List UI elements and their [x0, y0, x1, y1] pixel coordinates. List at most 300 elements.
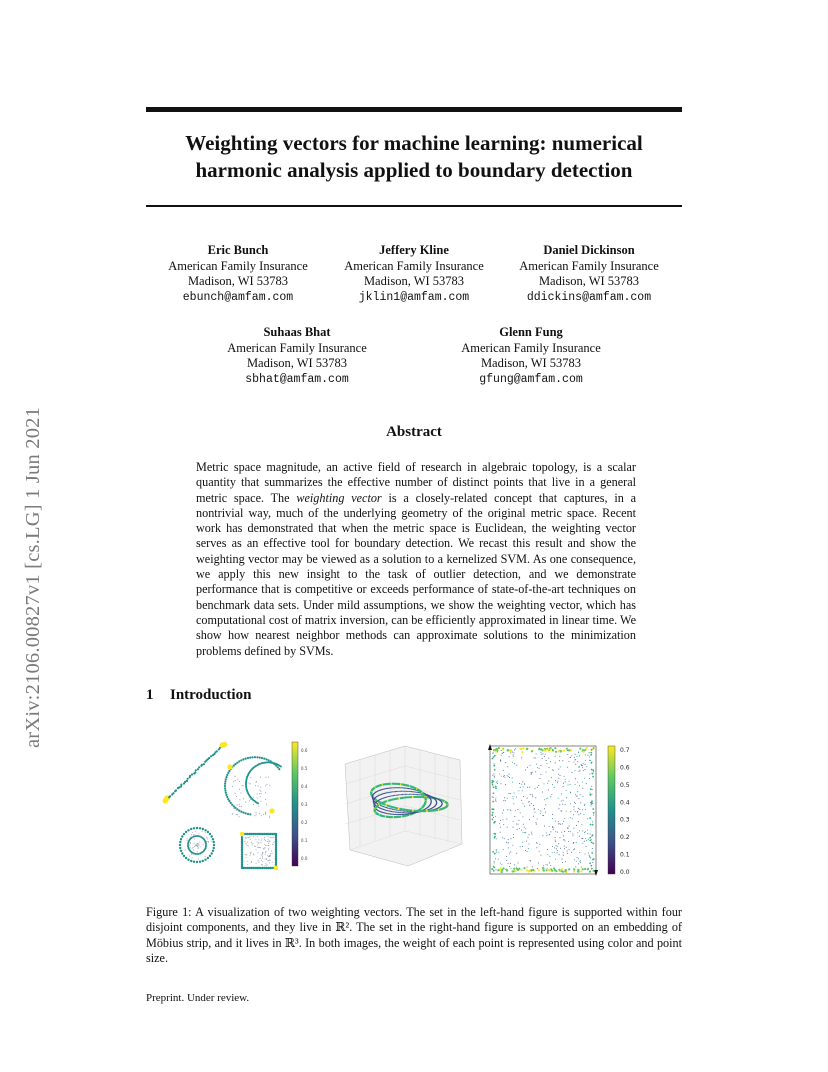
data-point: [520, 748, 522, 750]
data-point: [549, 862, 550, 863]
data-point: [555, 831, 556, 832]
data-point: [513, 754, 514, 755]
data-point: [494, 755, 496, 757]
mobius-point: [393, 811, 394, 812]
data-point: [578, 858, 579, 859]
data-point: [492, 812, 494, 814]
data-point: [541, 765, 542, 766]
data-point: [527, 851, 528, 852]
data-point: [535, 797, 536, 798]
data-point: [501, 864, 502, 865]
data-point: [259, 813, 260, 814]
mobius-point: [407, 813, 408, 814]
data-point: [270, 853, 271, 854]
data-point: [258, 852, 259, 853]
data-point: [266, 858, 267, 859]
data-point: [554, 852, 555, 853]
data-point: [528, 848, 529, 849]
data-point: [517, 809, 518, 810]
data-point: [563, 855, 564, 856]
data-point: [522, 747, 524, 749]
data-point: [566, 811, 567, 812]
mobius-point: [387, 807, 388, 808]
data-point: [540, 748, 542, 750]
data-point: [538, 785, 539, 786]
data-point: [537, 843, 538, 844]
data-point: [259, 847, 260, 848]
colorbar-tick-label: 0.0: [301, 856, 308, 861]
data-point: [567, 853, 568, 854]
data-point: [503, 770, 504, 771]
data-point: [249, 783, 250, 784]
data-point: [256, 849, 257, 850]
data-point: [252, 845, 253, 846]
mobius-point: [403, 791, 404, 792]
data-point: [273, 763, 275, 765]
data-point: [193, 850, 194, 851]
figure-caption: [146, 905, 682, 966]
data-point: [560, 775, 561, 776]
data-point: [265, 792, 266, 793]
data-point: [211, 835, 213, 837]
data-point: [192, 857, 193, 858]
data-point: [546, 760, 547, 761]
plot-frame: [490, 746, 596, 874]
data-point: [567, 767, 568, 768]
data-point: [254, 756, 256, 758]
data-point: [250, 839, 251, 840]
data-point: [526, 841, 527, 842]
caption-math: ℝ³: [284, 935, 299, 950]
data-point: [256, 863, 257, 864]
data-point: [190, 842, 191, 843]
data-point: [271, 851, 272, 852]
data-point: [496, 782, 497, 783]
data-point: [501, 783, 502, 784]
data-point: [259, 757, 261, 759]
data-point: [561, 868, 563, 870]
data-point: [180, 850, 182, 852]
mobius-point: [402, 787, 403, 788]
data-point: [570, 749, 572, 751]
data-point: [587, 830, 588, 831]
data-point: [280, 766, 282, 768]
mobius-point: [417, 792, 418, 793]
data-point: [181, 852, 183, 854]
author-name: Suhaas Bhat: [263, 325, 331, 339]
data-point: [493, 866, 494, 867]
mobius-point: [394, 791, 395, 792]
data-point: [563, 786, 564, 787]
mobius-point: [391, 811, 392, 812]
data-point: [589, 837, 591, 839]
data-point: [268, 759, 270, 761]
colorbar-tick-label: 0.4: [620, 799, 630, 807]
mobius-point: [403, 810, 404, 811]
data-point: [575, 764, 576, 765]
data-point: [591, 806, 592, 807]
data-point: [510, 752, 511, 753]
data-point: [570, 831, 571, 832]
data-point: [495, 751, 497, 753]
data-point: [555, 840, 556, 841]
data-point: [556, 845, 557, 846]
data-point: [590, 824, 592, 826]
data-point: [265, 840, 266, 841]
data-point: [245, 837, 246, 838]
data-point: [236, 814, 237, 815]
mobius-point: [402, 791, 403, 792]
data-point: [589, 856, 590, 857]
data-point: [516, 824, 517, 825]
data-point: [571, 772, 572, 773]
colorbar-tick-label: 0.6: [620, 764, 630, 772]
data-point: [225, 794, 227, 796]
data-point: [509, 777, 510, 778]
data-point: [523, 796, 524, 797]
data-point: [510, 851, 511, 852]
data-point: [265, 847, 266, 848]
data-point: [572, 833, 573, 834]
data-point: [491, 782, 493, 784]
data-point: [548, 758, 549, 759]
data-point: [523, 832, 524, 833]
data-point: [564, 818, 565, 819]
mobius-point: [400, 810, 401, 811]
data-point: [528, 870, 530, 872]
data-point: [202, 828, 204, 830]
data-point: [494, 853, 496, 855]
author-address: Madison, WI 53783: [480, 356, 582, 370]
data-point: [493, 808, 495, 810]
mobius-point: [405, 791, 406, 792]
data-point: [199, 827, 201, 829]
mobius-point: [405, 794, 406, 795]
data-point: [592, 824, 594, 826]
mobius-point: [398, 794, 399, 795]
data-point: [199, 845, 200, 846]
mobius-point: [389, 810, 390, 811]
data-point: [592, 848, 593, 849]
mobius-point: [385, 793, 386, 794]
data-point: [579, 798, 580, 799]
data-point: [513, 798, 514, 799]
data-point: [560, 766, 561, 767]
data-point: [563, 783, 564, 784]
mobius-point: [386, 807, 387, 808]
data-point: [190, 847, 191, 848]
data-point: [593, 812, 595, 814]
data-point: [582, 751, 584, 753]
data-point: [538, 869, 540, 871]
data-point: [513, 827, 514, 828]
data-point: [224, 787, 226, 789]
data-point: [580, 813, 581, 814]
data-point: [493, 765, 495, 767]
data-point: [202, 860, 204, 862]
data-point: [544, 799, 545, 800]
data-point: [263, 814, 264, 815]
data-point: [268, 839, 269, 840]
mobius-point: [392, 809, 393, 810]
data-point: [570, 817, 571, 818]
data-point: [190, 837, 191, 838]
data-point: [584, 832, 585, 833]
data-point: [512, 762, 513, 763]
data-point: [198, 858, 199, 859]
data-point: [234, 763, 236, 765]
data-point: [512, 870, 514, 872]
data-point: [578, 808, 579, 809]
data-point: [258, 847, 259, 848]
data-point: [590, 793, 591, 794]
data-point: [180, 784, 182, 786]
mobius-point: [397, 810, 398, 811]
data-point: [523, 786, 524, 787]
arxiv-identifier: arXiv:2106.00827v1 [cs.LG] 1 Jun 2021: [22, 406, 44, 748]
data-point: [564, 848, 565, 849]
data-point: [233, 805, 235, 807]
mobius-point: [400, 791, 401, 792]
data-point: [577, 782, 578, 783]
data-point: [558, 798, 559, 799]
data-point: [505, 777, 506, 778]
data-point: [269, 840, 270, 841]
data-point: [224, 783, 226, 785]
data-point: [582, 838, 583, 839]
data-point: [255, 839, 256, 840]
data-point: [561, 801, 562, 802]
data-point: [541, 754, 542, 755]
data-point: [492, 796, 493, 797]
data-point: [496, 801, 497, 802]
author-email: sbhat@amfam.com: [245, 372, 349, 386]
mobius-point: [387, 810, 388, 811]
data-point: [578, 814, 579, 815]
data-point: [254, 855, 255, 856]
data-point: [494, 836, 496, 838]
data-point: [588, 839, 589, 840]
data-point: [187, 778, 189, 780]
data-point: [499, 823, 500, 824]
mobius-point: [401, 814, 402, 815]
data-point: [592, 862, 593, 863]
data-point: [198, 847, 199, 848]
data-point: [527, 867, 528, 868]
data-point: [576, 796, 577, 797]
data-point: [265, 865, 266, 866]
data-point: [568, 868, 570, 870]
data-point: [531, 834, 532, 835]
data-point: [540, 811, 541, 812]
mobius-point: [410, 794, 411, 795]
data-point: [524, 806, 525, 807]
mobius-point: [404, 811, 405, 812]
data-point: [543, 749, 545, 751]
data-point: [235, 793, 236, 794]
data-point: [577, 761, 578, 762]
data-point: [267, 841, 268, 842]
data-point: [574, 762, 575, 763]
data-point: [557, 782, 558, 783]
data-point: [573, 868, 575, 870]
data-point: [197, 846, 198, 847]
data-point: [525, 769, 526, 770]
data-point: [576, 842, 577, 843]
data-point: [210, 755, 212, 757]
data-point: [506, 819, 507, 820]
mobius-point: [407, 794, 408, 795]
data-point: [583, 814, 584, 815]
data-point: [239, 799, 240, 800]
mobius-point: [409, 794, 410, 795]
data-point: [568, 831, 569, 832]
data-point: [538, 809, 539, 810]
data-point: [568, 761, 569, 762]
data-point: [516, 765, 517, 766]
data-point: [580, 802, 581, 803]
data-point: [253, 797, 254, 798]
data-point: [575, 803, 576, 804]
data-point: [549, 856, 550, 857]
data-point: [557, 781, 558, 782]
data-point: [507, 766, 508, 767]
data-point: [189, 775, 191, 777]
data-point: [585, 760, 586, 761]
data-point: [504, 775, 505, 776]
data-point: [222, 742, 228, 748]
data-point: [520, 869, 522, 871]
mobius-point: [403, 812, 404, 813]
right-scatter-panel: [488, 744, 598, 876]
data-point: [528, 837, 529, 838]
data-point: [207, 831, 209, 833]
data-point: [542, 835, 543, 836]
data-point: [268, 843, 269, 844]
data-point: [189, 856, 190, 857]
data-point: [248, 837, 249, 838]
data-point: [547, 783, 548, 784]
mobius-point: [393, 809, 394, 810]
mobius-point: [445, 806, 447, 808]
mobius-point: [414, 791, 415, 792]
data-point: [522, 842, 523, 843]
colorbar-tick-label: 0.2: [620, 834, 630, 842]
paper-title: Weighting vectors for machine learning: numerical harmonic analysis applied to boundary detection: [185, 131, 643, 182]
data-point: [564, 831, 565, 832]
data-point: [531, 803, 532, 804]
data-point: [268, 856, 269, 857]
data-point: [197, 768, 199, 770]
data-point: [244, 861, 245, 862]
data-point: [591, 800, 593, 802]
author-email: gfung@amfam.com: [479, 372, 583, 386]
mobius-point: [396, 791, 397, 792]
data-point: [592, 821, 593, 822]
data-point: [544, 826, 545, 827]
data-point: [530, 794, 531, 795]
data-point: [250, 852, 251, 853]
data-point: [195, 769, 197, 771]
data-point: [269, 808, 274, 813]
data-point: [536, 847, 537, 848]
data-point: [181, 835, 183, 837]
data-point: [265, 814, 266, 815]
data-point: [564, 776, 565, 777]
colorbar-gradient: [292, 742, 298, 866]
mobius-point: [417, 794, 418, 795]
data-point: [591, 762, 593, 764]
data-point: [590, 752, 592, 754]
data-point: [565, 804, 566, 805]
data-point: [532, 796, 533, 797]
data-point: [503, 824, 504, 825]
data-point: [529, 805, 530, 806]
mobius-point: [388, 810, 389, 811]
mobius-point: [398, 814, 399, 815]
data-point: [260, 858, 261, 859]
data-point: [206, 837, 207, 838]
data-point: [571, 755, 572, 756]
data-point: [183, 833, 185, 835]
data-point: [545, 812, 546, 813]
data-point: [187, 838, 188, 839]
data-point: [588, 853, 589, 854]
data-point: [560, 848, 561, 849]
colorbar-ticks: [301, 748, 308, 861]
abstract-part: Metric space magnitude, an active field of research in algebraic topology, is a scalar quantity that summarizes the effective number of distinct points that live in a general metric space. The: [196, 460, 636, 505]
data-point: [265, 812, 266, 813]
data-point: [569, 849, 570, 850]
data-point: [203, 763, 205, 765]
data-point: [553, 829, 554, 830]
data-point: [521, 800, 522, 801]
mobius-point: [404, 787, 405, 788]
data-point: [266, 865, 267, 866]
data-point: [566, 797, 567, 798]
data-point: [554, 787, 555, 788]
data-point: [201, 764, 203, 766]
data-point: [504, 797, 505, 798]
data-point: [555, 756, 556, 757]
data-point: [245, 854, 246, 855]
data-point: [579, 836, 580, 837]
data-point: [493, 756, 495, 758]
mobius-point: [388, 813, 389, 814]
abstract-part: is a closely-related concept that captures, in a nontrivial way, much of the underlying geometry of the original metric space. Recent work has demonstrated that when the metric space is Euclidean, the weighting vector serves as an effective tool for boundary detection. We recast this result and show the weighting vector may be viewed as a solution to a kernelized SVM. As one consequence, we apply this new insight to the task of outlier detection, and we demonstrate performance that is competitive or exceeds performance of state-of-the-art techniques on benchmark data sets. Under mild assumptions, we show the weighting vector, which has computational cost of matrix inversion, can be efficiently approximated in linear time. We show how nearest neighbor methods can approximate solutions to the minimization problems defined by SVMs.: [196, 490, 637, 658]
data-point: [228, 800, 230, 802]
data-point: [272, 853, 273, 854]
data-point: [587, 755, 588, 756]
data-point: [593, 747, 595, 749]
axes-box: [345, 746, 462, 866]
data-point: [269, 785, 270, 786]
title-bottom-rule: [146, 205, 682, 207]
mobius-point: [405, 814, 406, 815]
data-point: [549, 834, 550, 835]
data-point: [268, 848, 269, 849]
data-point: [551, 794, 552, 795]
data-point: [198, 843, 199, 844]
data-point: [257, 842, 258, 843]
data-point: [510, 793, 511, 794]
data-point: [527, 798, 528, 799]
data-point: [567, 827, 568, 828]
data-point: [547, 749, 549, 751]
data-point: [189, 845, 190, 846]
data-point: [199, 833, 200, 834]
data-point: [546, 869, 548, 871]
